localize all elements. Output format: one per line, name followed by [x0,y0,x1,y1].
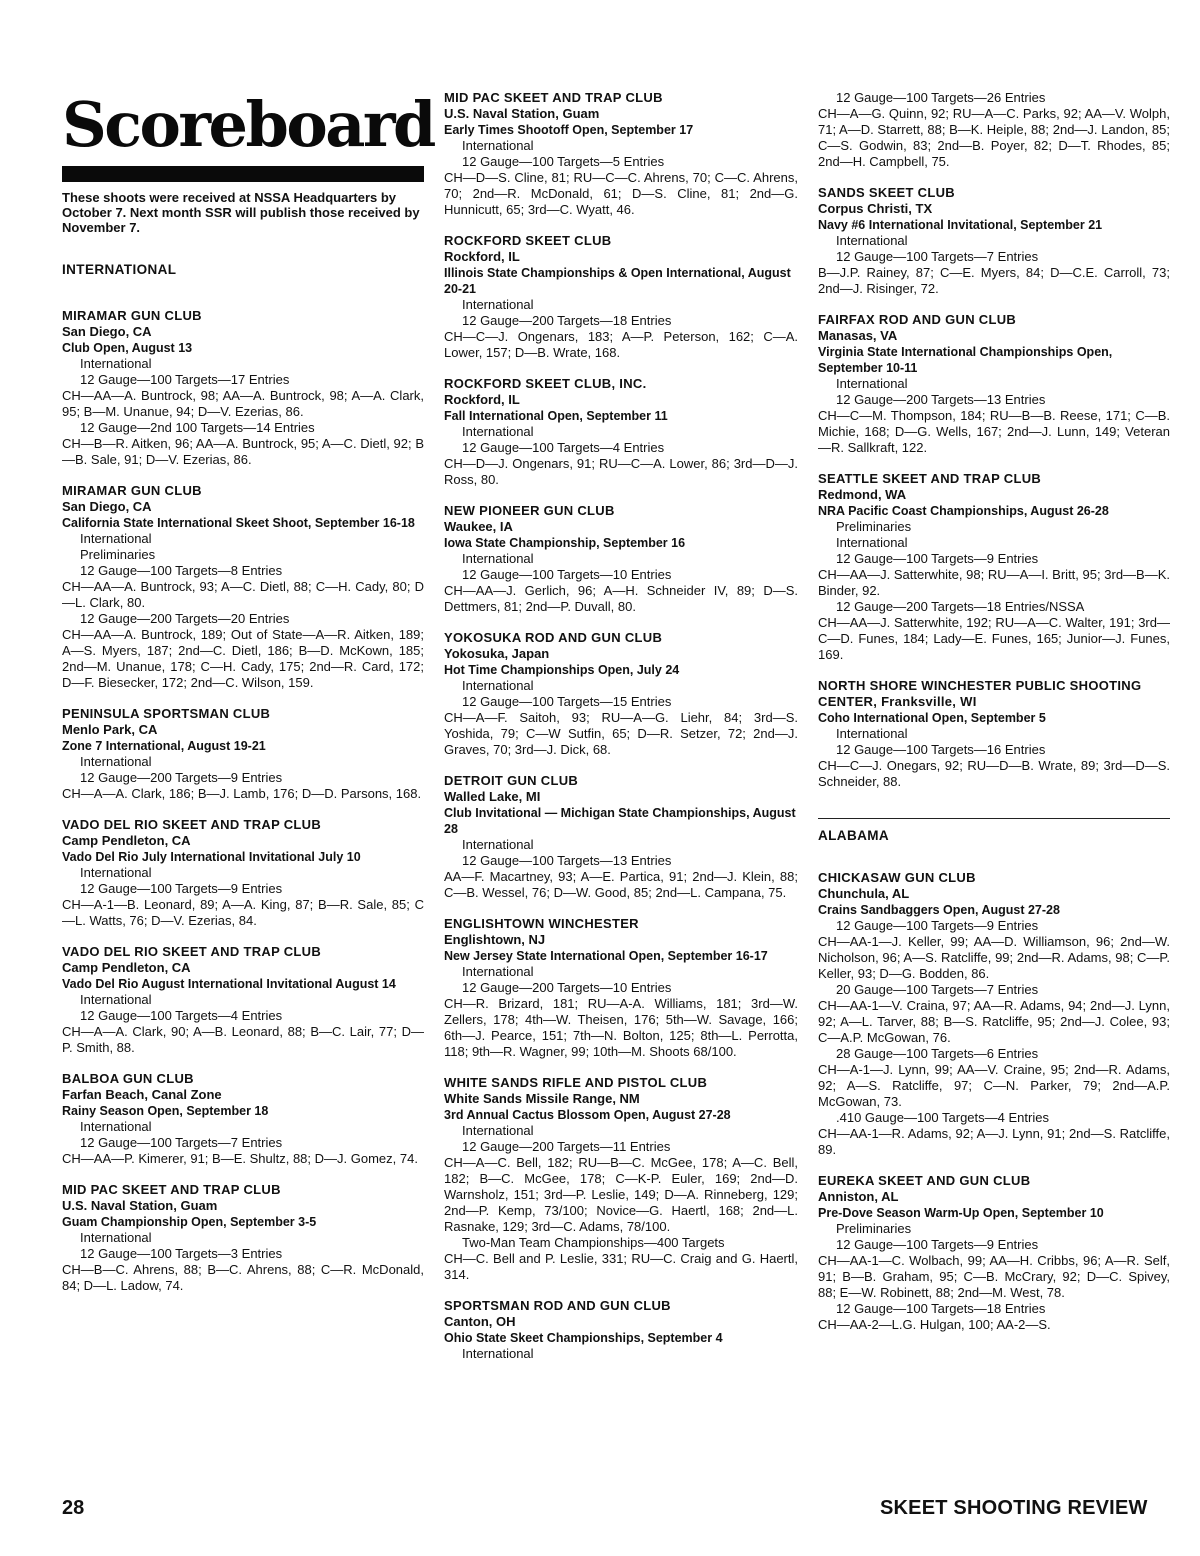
club-location: Anniston, AL [818,1189,899,1204]
club-entry [62,483,424,691]
event-title: Virginia State International Championships Open, September 10-11 [818,345,1113,375]
club-location: Menlo Park, CA [62,722,158,737]
event-title: Rainy Season Open, September 18 [62,1104,269,1118]
results-text: CH—C—J. Onegars, 92; RU—D—B. Wrate, 89; 3rd—D—S. Schneider, 88. [818,758,1170,789]
event-title: Club Open, August 13 [62,341,193,355]
results-text: CH—C—M. Thompson, 184; RU—B—B. Reese, 171; C—B. Michie, 168; D—G. Wells, 167; 2nd—J. Lunn, 149; Veteran—R. Sallkraft, 122. [818,408,1170,455]
results-text: CH—D—S. Cline, 81; RU—C—C. Ahrens, 70; C—C. Ahrens, 70; 2nd—R. McDonald, 61; D—S. Cline, 81; 2nd—G. Hunnicutt, 65; 3rd—C. Wyatt, 46. [444,170,798,217]
club-name: BALBOA GUN CLUB [62,1071,194,1086]
club-entry [444,503,798,615]
results-text: CH—A—F. Saitoh, 93; RU—A—G. Liehr, 84; 3rd—S. Yoshida, 79; C—W Sutfin, 65; D—R. Setzer, 72; 2nd—J. Graves, 70; 3rd—J. Dick, 68. [444,710,798,757]
division-line: International [462,964,534,979]
event-title: Zone 7 International, August 19-21 [62,739,266,753]
event-title: Vado Del Rio August International Invitational August 14 [62,977,396,991]
event-title: Coho International Open, September 5 [818,711,1046,725]
club-entry [444,773,798,901]
division-line: 12 Gauge—100 Targets—8 Entries [80,563,283,578]
page-number: 28 [62,1497,85,1519]
club-entry [818,678,1170,790]
division-line: 12 Gauge—200 Targets—9 Entries [80,770,283,785]
division-line: 12 Gauge—200 Targets—13 Entries [836,392,1046,407]
division-line: 12 Gauge—200 Targets—10 Entries [462,980,672,995]
division-line: 12 Gauge—100 Targets—16 Entries [836,742,1046,757]
club-entry [62,308,424,468]
results-text: CH—AA—A. Buntrock, 98; AA—A. Buntrock, 98; A—A. Clark, 95; B—M. Unanue, 94; D—V. Ezerias, 86. [62,388,424,419]
column-1-blocks [62,257,424,1294]
event-title: Fall International Open, September 11 [444,409,668,423]
club-name: SPORTSMAN ROD AND GUN CLUB [444,1298,671,1313]
club-entry [818,185,1170,297]
division-line: International [80,754,152,769]
club-entry [62,1182,424,1294]
club-name: ENGLISHTOWN WINCHESTER [444,916,639,931]
division-line: 12 Gauge—200 Targets—18 Entries/NSSA [836,599,1085,614]
club-location: Rockford, IL [444,249,520,264]
division-line: International [80,1230,152,1245]
results-text: CH—AA—A. Buntrock, 93; A—C. Dietl, 88; C—H. Cady, 80; D—L. Clark, 80. [62,579,424,610]
club-location: Englishtown, NJ [444,932,546,947]
division-line: 12 Gauge—100 Targets—18 Entries [836,1301,1046,1316]
event-title: New Jersey State International Open, September 16-17 [444,949,768,963]
club-location: Corpus Christi, TX [818,201,933,216]
event-title: California State International Skeet Shoot, September 16-18 [62,516,415,530]
club-entry [444,1298,798,1362]
club-name: ROCKFORD SKEET CLUB, INC. [444,376,647,391]
column-2-blocks [444,90,798,1362]
results-text: CH—AA—A. Buntrock, 189; Out of State—A—R. Aitken, 189; A—S. Myers, 187; 2nd—C. Dietl, 186; B—D. McKown, 185; 2nd—M. Unanue, 178; C—H. Cady, 175; 2nd—R. Card, 172; D—F. Biesecker, 172; 2nd—C. Wilson, 159. [62,627,424,690]
club-name: CHICKASAW GUN CLUB [818,870,976,885]
results-text: AA—F. Macartney, 93; A—E. Partica, 91; 2nd—J. Klein, 88; C—B. Wessel, 76; D—W. Good, 85; 2nd—L. Campana, 75. [444,869,798,900]
club-entry [62,944,424,1056]
division-line: 12 Gauge—100 Targets—9 Entries [836,918,1039,933]
club-name: FAIRFAX ROD AND GUN CLUB [818,312,1017,327]
club-entry [444,630,798,758]
division-line: 12 Gauge—100 Targets—4 Entries [462,440,665,455]
results-text: CH—R. Brizard, 181; RU—A-A. Williams, 181; 3rd—W. Zellers, 178; 4th—W. Theisen, 176; 5th—W. Savage, 166; 6th—J. Pearce, 151; 7th—N. Bolton, 125; 8th—L. Perrotta, 118; 9th—R. Wagner, 99; 10th—M. Shoots 68/100. [444,996,798,1059]
club-name: NORTH SHORE WINCHESTER PUBLIC SHOOTING CENTER, Franksville, WI [818,678,1142,709]
results-text: CH—AA—J. Satterwhite, 192; RU—A—C. Walter, 191; 3rd—C—D. Funes, 184; Lady—E. Funes, 165; Junior—J. Funes, 169. [818,615,1170,662]
club-entry [818,90,1170,170]
division-line: International [462,1346,534,1361]
club-entry [818,471,1170,663]
division-line: Two-Man Team Championships—400 Targets [462,1235,725,1250]
division-line: 12 Gauge—200 Targets—18 Entries [462,313,672,328]
results-text: CH—AA—J. Satterwhite, 98; RU—A—I. Britt, 95; 3rd—B—K. Binder, 92. [818,567,1170,598]
division-line: International [80,865,152,880]
division-line: 12 Gauge—200 Targets—20 Entries [80,611,290,626]
division-line: 12 Gauge—100 Targets—9 Entries [80,881,283,896]
event-title: Crains Sandbaggers Open, August 27-28 [818,903,1060,917]
club-location: Yokosuka, Japan [444,646,550,661]
division-line: 12 Gauge—100 Targets—10 Entries [462,567,672,582]
division-line: 12 Gauge—200 Targets—11 Entries [462,1139,671,1154]
club-location: U.S. Naval Station, Guam [62,1198,218,1213]
division-line: International [80,992,152,1007]
club-location: Walled Lake, MI [444,789,541,804]
club-name: MIRAMAR GUN CLUB [62,308,202,323]
masthead-bar [62,166,424,182]
club-name: YOKOSUKA ROD AND GUN CLUB [444,630,663,645]
division-line: 12 Gauge—100 Targets—26 Entries [836,90,1046,105]
event-title: Iowa State Championship, September 16 [444,536,686,550]
club-location: Manasas, VA [818,328,898,343]
column-2 [444,88,798,1362]
column-1 [62,88,434,1294]
results-text: CH—A—C. Bell, 182; RU—B—C. McGee, 178; A—C. Bell, 182; B—C. McGee, 178; C—K-P. Euler, 169; 2nd—D. Warnsholz, 151; 3rd—P. Leslie, 149; D—A. Rinneberg, 129; 2nd—P. Kemp, 73/100; Novice—G. Haertl, 168; 2nd—L. Rasnake, 129; 3rd—C. Adams, 78/100. [444,1155,798,1234]
event-title: Navy #6 International Invitational, September 21 [818,218,1103,232]
club-location: Chunchula, AL [818,886,910,901]
club-name: NEW PIONEER GUN CLUB [444,503,615,518]
club-entry [444,376,798,488]
column-3 [818,88,1170,1333]
club-name: VADO DEL RIO SKEET AND TRAP CLUB [62,944,322,959]
results-text: CH—AA—J. Gerlich, 96; A—H. Schneider IV, 89; D—S. Dettmers, 81; 2nd—P. Duvall, 80. [444,583,798,614]
event-title: Early Times Shootoff Open, September 17 [444,123,694,137]
club-entry [818,312,1170,456]
division-line: Preliminaries [80,547,156,562]
division-line: International [462,678,534,693]
division-line: 12 Gauge—100 Targets—4 Entries [80,1008,283,1023]
club-entry [818,1173,1170,1333]
club-name: WHITE SANDS RIFLE AND PISTOL CLUB [444,1075,708,1090]
club-entry [62,1071,424,1167]
club-entry [818,870,1170,1158]
club-location: White Sands Missile Range, NM [444,1091,640,1106]
division-line: 12 Gauge—100 Targets—7 Entries [80,1135,283,1150]
club-name: MID PAC SKEET AND TRAP CLUB [444,90,663,105]
division-line: .410 Gauge—100 Targets—4 Entries [836,1110,1049,1125]
club-name: PENINSULA SPORTSMAN CLUB [62,706,271,721]
event-title: NRA Pacific Coast Championships, August 26-28 [818,504,1109,518]
section-heading: INTERNATIONAL [62,262,177,277]
intro-note: These shoots were received at NSSA Headquarters by October 7. Next month SSR will publish those received by November 7. [62,190,420,235]
club-entry [62,817,424,929]
results-text: CH—B—C. Ahrens, 88; B—C. Ahrens, 88; C—R. McDonald, 84; D—L. Ladow, 74. [62,1262,424,1293]
results-text: CH—C. Bell and P. Leslie, 331; RU—C. Craig and G. Haertl, 314. [444,1251,798,1282]
club-entry [444,916,798,1060]
club-entry [62,706,424,802]
results-text: CH—A—A. Clark, 90; A—B. Leonard, 88; B—C. Lair, 77; D—P. Smith, 88. [62,1024,424,1055]
event-title: Guam Championship Open, September 3-5 [62,1215,317,1229]
division-line: International [462,297,534,312]
results-text: CH—AA—P. Kimerer, 91; B—E. Shultz, 88; D—J. Gomez, 74. [62,1151,418,1166]
club-name: EUREKA SKEET AND GUN CLUB [818,1173,1031,1188]
event-title: Club Invitational — Michigan State Championships, August 28 [444,806,796,836]
club-entry [444,233,798,361]
results-text: CH—AA-1—V. Craina, 97; AA—R. Adams, 94; 2nd—J. Lynn, 92; A—L. Tarver, 88; B—S. Ratcliffe, 95; 2nd—J. Colee, 93; C—A.P. McGowan, 76. [818,998,1170,1045]
division-line: 12 Gauge—100 Targets—13 Entries [462,853,672,868]
club-name: ROCKFORD SKEET CLUB [444,233,612,248]
results-text: CH—C—J. Ongenars, 183; A—P. Peterson, 162; C—A. Lower, 157; D—B. Wrate, 168. [444,329,798,360]
club-location: Rockford, IL [444,392,520,407]
club-entry [444,1075,798,1283]
event-title: Illinois State Championships & Open International, August 20-21 [444,266,791,296]
club-location: Canton, OH [444,1314,516,1329]
division-line: International [836,726,908,741]
event-title: 3rd Annual Cactus Blossom Open, August 27-28 [444,1108,731,1122]
column-3-blocks [818,90,1170,1333]
club-name: SEATTLE SKEET AND TRAP CLUB [818,471,1042,486]
results-text: B—J.P. Rainey, 87; C—E. Myers, 84; D—C.E. Carroll, 73; 2nd—J. Risinger, 72. [818,265,1170,296]
division-line: International [836,535,908,550]
event-title: Ohio State Skeet Championships, September 4 [444,1331,723,1345]
division-line: 12 Gauge—100 Targets—5 Entries [462,154,665,169]
event-title: Hot Time Championships Open, July 24 [444,663,680,677]
results-text: CH—AA-1—R. Adams, 92; A—J. Lynn, 91; 2nd—S. Ratcliffe, 89. [818,1126,1170,1157]
division-line: 28 Gauge—100 Targets—6 Entries [836,1046,1039,1061]
club-name: MIRAMAR GUN CLUB [62,483,202,498]
division-line: International [80,1119,152,1134]
club-location: San Diego, CA [62,499,152,514]
publication-name: SKEET SHOOTING REVIEW [880,1497,1148,1519]
club-name: DETROIT GUN CLUB [444,773,579,788]
division-line: International [462,424,534,439]
results-text: CH—D—J. Ongenars, 91; RU—C—A. Lower, 86; 3rd—D—J. Ross, 80. [444,456,798,487]
results-text: CH—B—R. Aitken, 96; AA—A. Buntrock, 95; A—C. Dietl, 92; B—B. Sale, 91; D—V. Ezerias, 86. [62,436,424,467]
division-line: Preliminaries [836,519,912,534]
club-location: Camp Pendleton, CA [62,833,191,848]
division-line: 12 Gauge—100 Targets—17 Entries [80,372,290,387]
division-line: 12 Gauge—100 Targets—3 Entries [80,1246,283,1261]
results-text: CH—A—G. Quinn, 92; RU—A—C. Parks, 92; AA—V. Wolph, 71; A—D. Starrett, 88; B—K. Heiple, 88; 2nd—J. Landon, 85; C—S. Godwin, 83; 2nd—B. Poyer, 82; D—T. Rhodes, 85; 2nd—H. Campbell, 75. [818,106,1170,169]
division-line: International [80,531,152,546]
division-line: International [462,1123,534,1138]
division-line: International [836,233,908,248]
division-line: 20 Gauge—100 Targets—7 Entries [836,982,1039,997]
club-location: San Diego, CA [62,324,152,339]
results-text: CH—A—A. Clark, 186; B—J. Lamb, 176; D—D. Parsons, 168. [62,786,422,801]
results-text: CH—AA-2—L.G. Hulgan, 100; AA-2—S. [818,1317,1051,1332]
division-line: 12 Gauge—2nd 100 Targets—14 Entries [80,420,315,435]
results-text: CH—A-1—B. Leonard, 89; A—A. King, 87; B—R. Sale, 85; C—L. Watts, 76; D—V. Ezerias, 84. [62,897,424,928]
division-line: International [462,551,534,566]
masthead [62,88,434,235]
division-line: International [462,138,534,153]
club-name: MID PAC SKEET AND TRAP CLUB [62,1182,281,1197]
division-line: Preliminaries [836,1221,912,1236]
division-line: 12 Gauge—100 Targets—9 Entries [836,1237,1039,1252]
club-location: Redmond, WA [818,487,907,502]
division-line: 12 Gauge—100 Targets—15 Entries [462,694,672,709]
results-text: CH—A-1—J. Lynn, 99; AA—V. Craine, 95; 2nd—R. Adams, 92; A—S. Ratcliffe, 97; C—N. Parker, 79; 2nd—A.P. McGowan, 73. [818,1062,1170,1109]
event-title: Pre-Dove Season Warm-Up Open, September 10 [818,1206,1104,1220]
club-location: Camp Pendleton, CA [62,960,191,975]
results-text: CH—AA-1—C. Wolbach, 99; AA—H. Cribbs, 96; A—R. Self, 91; B—B. Graham, 95; C—B. McCrary, 92; D—C. Spivey, 88; E—W. Robinett, 88; 2nd—M. West, 78. [818,1253,1170,1300]
division-line: International [836,376,908,391]
division-line: 12 Gauge—100 Targets—7 Entries [836,249,1039,264]
club-location: Farfan Beach, Canal Zone [62,1087,222,1102]
division-line: International [462,837,534,852]
division-line: International [80,356,152,371]
results-text: CH—AA-1—J. Keller, 99; AA—D. Williamson, 96; 2nd—W. Nicholson, 96; A—S. Ratcliffe, 99; 2nd—R. Adams, 98; C—P. Keller, 93; D—G. Bodden, 86. [818,934,1170,981]
club-name: SANDS SKEET CLUB [818,185,955,200]
event-title: Vado Del Rio July International Invitational July 10 [62,850,361,864]
club-location: U.S. Naval Station, Guam [444,106,600,121]
club-location: Waukee, IA [444,519,513,534]
section-heading: ALABAMA [818,818,1170,844]
page-title: Scoreboard [62,88,434,161]
division-line: 12 Gauge—100 Targets—9 Entries [836,551,1039,566]
club-name: VADO DEL RIO SKEET AND TRAP CLUB [62,817,322,832]
club-entry [444,90,798,218]
